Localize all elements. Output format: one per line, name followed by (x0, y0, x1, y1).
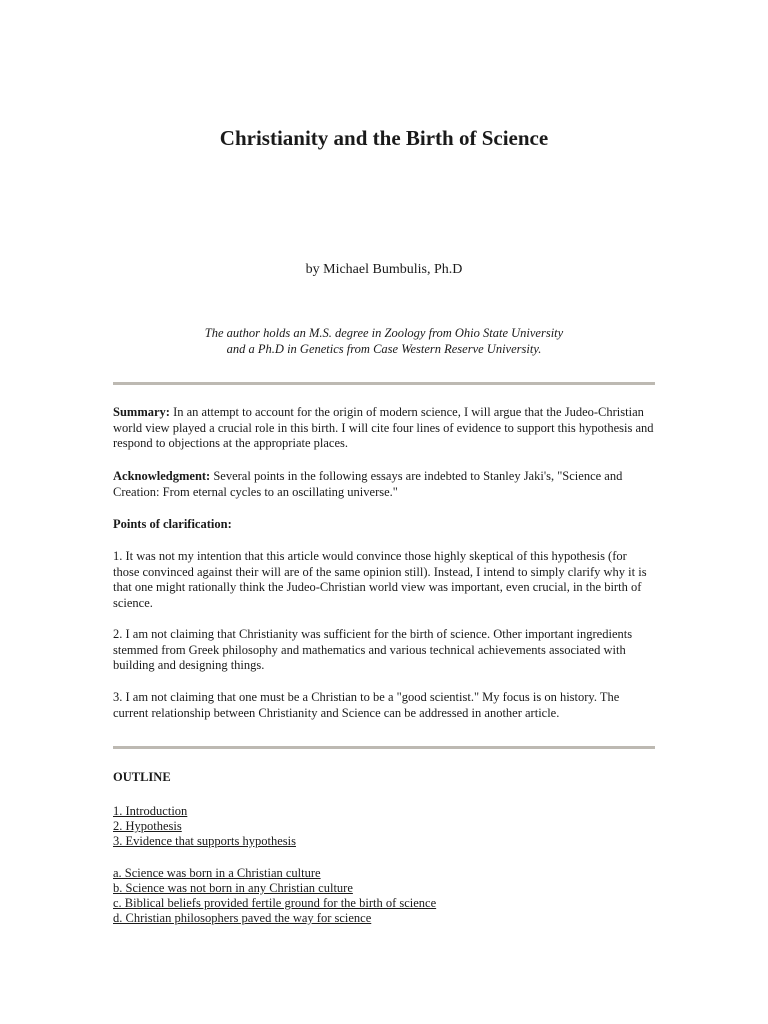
list-item (113, 804, 296, 819)
outline-link-introduction[interactable]: 1. Introduction (113, 804, 188, 818)
outline-link-evidence[interactable]: 3. Evidence that supports hypothesis (113, 834, 296, 848)
summary-label: Summary: (113, 405, 170, 419)
evidence-link-b[interactable]: b. Science was not born in any Christian culture (113, 881, 353, 895)
acknowledgment-text: Several points in the following essays are indebted to Stanley Jaki's, "Science and Creation: From eternal cycles to an oscillating universe." (113, 469, 623, 499)
list-item (113, 819, 296, 834)
credentials-line: The author holds an M.S. degree in Zoology from Ohio State University (204, 326, 564, 340)
acknowledgment-paragraph (113, 469, 655, 500)
evidence-link-c[interactable]: c. Biblical beliefs provided fertile ground for the birth of science (113, 896, 437, 910)
page-title: Christianity and the Birth of Science (219, 126, 549, 150)
list-item (113, 911, 436, 926)
credentials-line: and a Ph.D in Genetics from Case Western Reserve University. (226, 342, 542, 356)
clarification-point: 1. It was not my intention that this article would convince those highly skeptical of this hypothesis (for those convinced against their will are of the same opinion still). Instead, I intend to simply clarify why it is that one might rationally think the Judeo-Christian world view was important, even crucial, in the birth of science. (113, 549, 647, 610)
author-credentials (0, 325, 768, 357)
evidence-sublist (113, 866, 436, 926)
list-item (113, 834, 296, 849)
summary-text: In an attempt to account for the origin of modern science, I will argue that the Judeo-Christian world view played a crucial role in this birth. I will cite four lines of evidence to support this hypothesis and respond to objections at the appropriate places. (113, 405, 654, 450)
evidence-link-a[interactable]: a. Science was born in a Christian culture (113, 866, 321, 880)
evidence-link-d[interactable]: d. Christian philosophers paved the way for science (113, 911, 372, 925)
list-item (113, 881, 436, 896)
summary-paragraph (113, 405, 655, 452)
list-item (113, 896, 436, 911)
outline-heading: OUTLINE (113, 770, 171, 784)
section-divider (113, 382, 655, 385)
clarification-point: 3. I am not claiming that one must be a Christian to be a "good scientist." My focus is on history. The current relationship between Christianity and Science can be addressed in another article. (113, 690, 620, 720)
list-item (113, 866, 436, 881)
author-byline: by Michael Bumbulis, Ph.D (305, 262, 463, 277)
clarification-heading: Points of clarification: (113, 517, 232, 531)
outline-link-hypothesis[interactable]: 2. Hypothesis (113, 819, 182, 833)
clarification-point: 2. I am not claiming that Christianity was sufficient for the birth of science. Other important ingredients stemmed from Greek philosophy and mathematics and various technical achievements associated with building and designing things. (113, 627, 633, 672)
section-divider (113, 746, 655, 749)
acknowledgment-label: Acknowledgment: (113, 469, 211, 483)
outline-list (113, 804, 296, 849)
